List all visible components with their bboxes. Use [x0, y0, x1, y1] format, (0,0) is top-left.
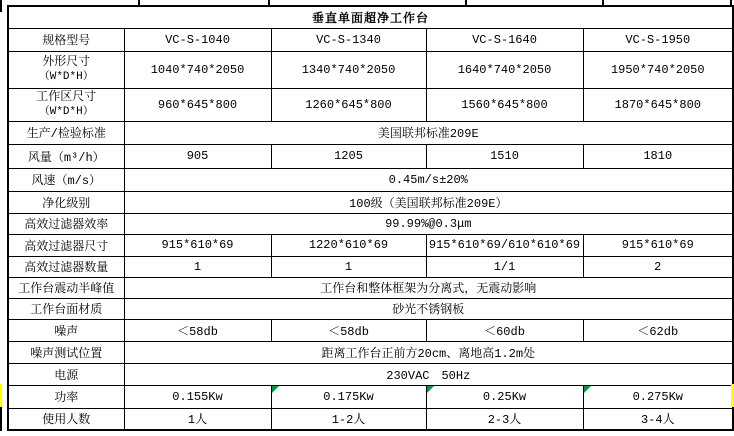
- row-users: [8, 408, 733, 430]
- row-vibration: [8, 277, 733, 298]
- cell-model-4[interactable]: VC-S-1950: [583, 28, 733, 51]
- cell-filter-size-3[interactable]: 915*610*69/610*610*69: [426, 234, 583, 256]
- row-clean-class-label[interactable]: 净化级别: [8, 191, 124, 213]
- gridline-tick: [0, 407, 2, 431]
- row-power-supply-label[interactable]: 电源: [8, 363, 124, 385]
- label-line1: 外形尺寸: [42, 55, 91, 70]
- table-title[interactable]: 垂直单面超净工作台: [8, 6, 733, 28]
- row-air-volume-label[interactable]: 风量（m³/h）: [8, 144, 124, 168]
- cell-outer-size-1[interactable]: 1040*740*2050: [124, 51, 271, 88]
- cell-work-area-3[interactable]: 1560*645*800: [426, 88, 583, 121]
- cell-air-volume-1[interactable]: 905: [124, 144, 271, 168]
- cell-power-3[interactable]: [426, 385, 583, 408]
- cell-power-supply[interactable]: 230VAC 50Hz: [124, 363, 733, 385]
- row-standard-label[interactable]: 生产/检验标准: [8, 121, 124, 144]
- row-filter-qty: [8, 256, 733, 277]
- row-material-label[interactable]: 工作台面材质: [8, 298, 124, 319]
- cell-material[interactable]: 砂光不锈钢板: [124, 298, 733, 319]
- cell-filter-qty-2[interactable]: 1: [271, 256, 426, 277]
- cell-outer-size-3[interactable]: 1640*740*2050: [426, 51, 583, 88]
- cell-text: 0.25Kw: [482, 389, 527, 404]
- cell-model-2[interactable]: VC-S-1340: [271, 28, 426, 51]
- cell-air-volume-4[interactable]: 1810: [583, 144, 733, 168]
- cell-users-3[interactable]: 2-3人: [426, 408, 583, 430]
- gridline-tick: [0, 0, 2, 12]
- row-power-label[interactable]: 功率: [8, 385, 124, 408]
- row-outer-size: [8, 51, 733, 88]
- row-filter-size: [8, 234, 733, 256]
- row-noise-label[interactable]: 噪声: [8, 319, 124, 341]
- row-work-area-label[interactable]: [8, 88, 124, 121]
- cell-air-speed[interactable]: 0.45m/s±20%: [124, 168, 733, 191]
- row-filter-efficiency: [8, 213, 733, 234]
- cell-filter-efficiency[interactable]: 99.99%@0.3μm: [124, 213, 733, 234]
- row-air-speed: [8, 168, 733, 191]
- error-flag-icon: [427, 386, 434, 393]
- cell-text: 0.275Kw: [632, 389, 683, 404]
- row-noise-position-label[interactable]: 噪声测试位置: [8, 341, 124, 363]
- highlight-edge-left: [0, 384, 2, 407]
- row-filter-efficiency-label[interactable]: 高效过滤器效率: [8, 213, 124, 234]
- cell-users-4[interactable]: 3-4人: [583, 408, 733, 430]
- row-noise-position: [8, 341, 733, 363]
- cell-users-1[interactable]: 1人: [124, 408, 271, 430]
- cell-text: 0.175Kw: [323, 389, 374, 404]
- cell-filter-qty-4[interactable]: 2: [583, 256, 733, 277]
- cell-model-3[interactable]: VC-S-1640: [426, 28, 583, 51]
- cell-filter-qty-1[interactable]: 1: [124, 256, 271, 277]
- cell-model-1[interactable]: VC-S-1040: [124, 28, 271, 51]
- row-title: [8, 6, 733, 28]
- label-line2: （W*D*H）: [38, 105, 94, 118]
- cell-work-area-4[interactable]: 1870*645*800: [583, 88, 733, 121]
- row-clean-class: [8, 191, 733, 213]
- row-power-supply: [8, 363, 733, 385]
- cell-outer-size-4[interactable]: 1950*740*2050: [583, 51, 733, 88]
- cell-air-volume-3[interactable]: 1510: [426, 144, 583, 168]
- cell-filter-size-4[interactable]: 915*610*69: [583, 234, 733, 256]
- cell-power-1[interactable]: 0.155Kw: [124, 385, 271, 408]
- cell-filter-size-1[interactable]: 915*610*69: [124, 234, 271, 256]
- row-standard: [8, 121, 733, 144]
- error-flag-icon: [272, 386, 279, 393]
- cell-work-area-2[interactable]: 1260*645*800: [271, 88, 426, 121]
- cell-users-2[interactable]: 1-2人: [271, 408, 426, 430]
- label-line1: 工作区尺寸: [36, 90, 97, 105]
- row-filter-qty-label[interactable]: 高效过滤器数量: [8, 256, 124, 277]
- row-vibration-label[interactable]: 工作台震动半峰值: [8, 277, 124, 298]
- row-noise: [8, 319, 733, 341]
- cell-clean-class[interactable]: 100级（美国联邦标准209E）: [124, 191, 733, 213]
- cell-power-4[interactable]: [583, 385, 733, 408]
- error-flag-icon: [584, 386, 591, 393]
- cell-standard[interactable]: 美国联邦标准209E: [124, 121, 733, 144]
- row-model-label[interactable]: 规格型号: [8, 28, 124, 51]
- row-outer-size-label[interactable]: [8, 51, 124, 88]
- cell-filter-size-2[interactable]: 1220*610*69: [271, 234, 426, 256]
- cell-air-volume-2[interactable]: 1205: [271, 144, 426, 168]
- cell-filter-qty-3[interactable]: 1/1: [426, 256, 583, 277]
- cell-noise-1[interactable]: ＜58db: [124, 319, 271, 341]
- row-filter-size-label[interactable]: 高效过滤器尺寸: [8, 234, 124, 256]
- spec-table: [7, 5, 734, 431]
- cell-outer-size-2[interactable]: 1340*740*2050: [271, 51, 426, 88]
- row-air-speed-label[interactable]: 风速（m/s）: [8, 168, 124, 191]
- label-line2: （W*D*H）: [38, 70, 94, 83]
- row-air-volume: [8, 144, 733, 168]
- cell-noise-3[interactable]: ＜60db: [426, 319, 583, 341]
- cell-vibration[interactable]: 工作台和整体框架为分离式，无震动影响: [124, 277, 733, 298]
- cell-work-area-1[interactable]: 960*645*800: [124, 88, 271, 121]
- cell-noise-position[interactable]: 距离工作台正前方20cm、离地高1.2m处: [124, 341, 733, 363]
- cell-noise-4[interactable]: ＜62db: [583, 319, 733, 341]
- row-work-area: [8, 88, 733, 121]
- row-users-label[interactable]: 使用人数: [8, 408, 124, 430]
- row-power: [8, 385, 733, 408]
- cell-power-2[interactable]: [271, 385, 426, 408]
- row-model: [8, 28, 733, 51]
- row-material: [8, 298, 733, 319]
- cell-noise-2[interactable]: ＜58db: [271, 319, 426, 341]
